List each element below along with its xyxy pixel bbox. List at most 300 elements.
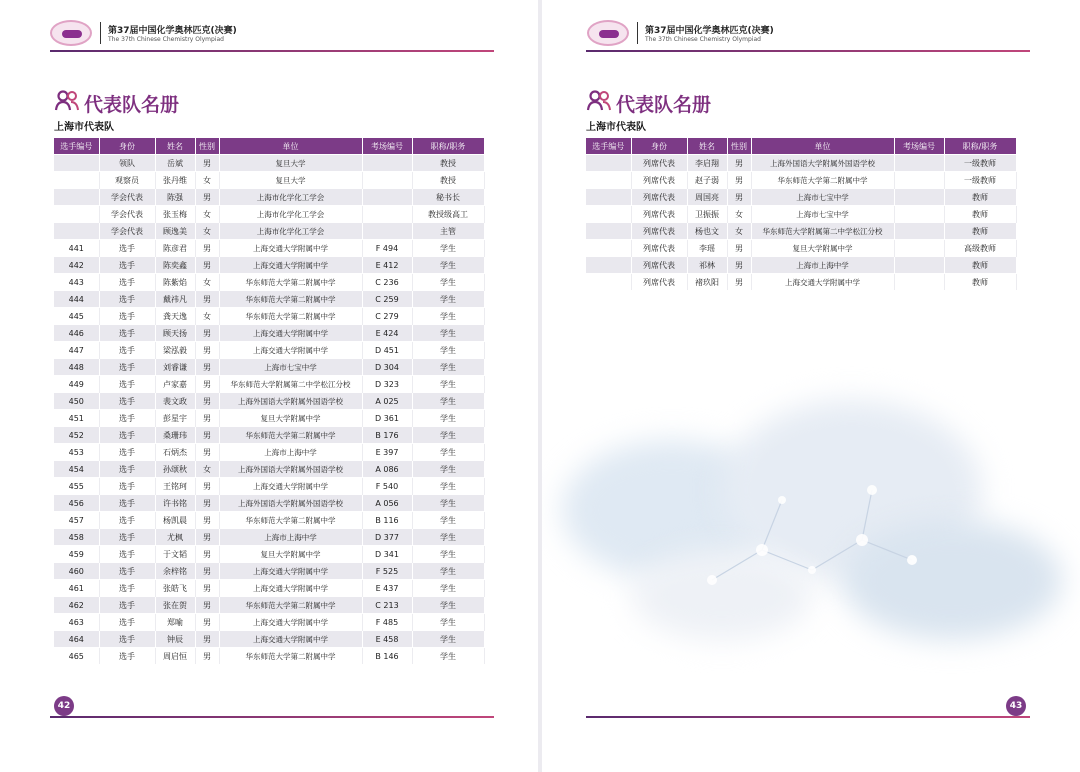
table-cell: 周启恒 [155, 648, 195, 665]
table-cell: C 236 [362, 274, 412, 291]
table-cell: 列席代表 [631, 257, 687, 274]
table-cell: C 279 [362, 308, 412, 325]
table-cell [54, 223, 99, 240]
table-cell: 教师 [944, 257, 1016, 274]
table-cell: 学生 [412, 614, 484, 631]
table-cell: 上海市上海中学 [219, 444, 362, 461]
table-cell: 陈强 [155, 189, 195, 206]
table-cell: 男 [195, 614, 219, 631]
table-cell: 列席代表 [631, 206, 687, 223]
table-cell: B 146 [362, 648, 412, 665]
table-cell: 列席代表 [631, 223, 687, 240]
table-cell: F 494 [362, 240, 412, 257]
table-cell: 学生 [412, 648, 484, 665]
table-cell: 女 [195, 223, 219, 240]
table-cell: 卫振振 [687, 206, 727, 223]
table-cell: 442 [54, 257, 99, 274]
table-cell: 选手 [99, 614, 155, 631]
table-cell: 男 [195, 240, 219, 257]
table-cell: 余梓铭 [155, 563, 195, 580]
table-cell: 男 [195, 189, 219, 206]
table-cell: 桑珊玮 [155, 427, 195, 444]
column-header: 考场编号 [362, 138, 412, 155]
table-row [54, 172, 484, 189]
table-cell: 选手 [99, 563, 155, 580]
header-divider [50, 50, 494, 52]
table-cell: 华东师范大学第二附属中学 [219, 291, 362, 308]
column-header: 性别 [727, 138, 751, 155]
column-header: 身份 [631, 138, 687, 155]
table-cell: 男 [195, 546, 219, 563]
table-row [586, 257, 1016, 274]
table-cell [894, 172, 944, 189]
table-cell: 选手 [99, 631, 155, 648]
table-row [54, 427, 484, 444]
table-cell: 441 [54, 240, 99, 257]
table-cell: 上海交通大学附属中学 [219, 325, 362, 342]
table-cell: 男 [195, 444, 219, 461]
table-cell [586, 189, 631, 206]
table-cell: A 086 [362, 461, 412, 478]
table-cell: 学生 [412, 274, 484, 291]
table-cell: 赵子弱 [687, 172, 727, 189]
table-cell: 张丹维 [155, 172, 195, 189]
table-cell: 钟辰 [155, 631, 195, 648]
table-cell: 453 [54, 444, 99, 461]
table-cell: 上海市上海中学 [751, 257, 894, 274]
column-header: 姓名 [155, 138, 195, 155]
column-header: 单位 [219, 138, 362, 155]
table-cell: 446 [54, 325, 99, 342]
table-cell [586, 172, 631, 189]
table-cell: 男 [195, 648, 219, 665]
table-cell: 选手 [99, 291, 155, 308]
table-cell: 选手 [99, 274, 155, 291]
table-cell [586, 257, 631, 274]
table-cell: 褚玖阳 [687, 274, 727, 291]
table-cell: D 361 [362, 410, 412, 427]
table-cell: 裴文政 [155, 393, 195, 410]
table-cell [894, 155, 944, 172]
table-cell: 上海市化学化工学会 [219, 189, 362, 206]
table-cell: 顾天扬 [155, 325, 195, 342]
table-cell: 458 [54, 529, 99, 546]
column-header: 职称/职务 [944, 138, 1016, 155]
table-cell: 王铭珂 [155, 478, 195, 495]
table-cell: 复旦大学附属中学 [751, 240, 894, 257]
section-title: 代表队名册 [84, 94, 180, 116]
table-cell: 上海交通大学附属中学 [219, 580, 362, 597]
table-cell: E 397 [362, 444, 412, 461]
table-cell: 卢家嘉 [155, 376, 195, 393]
table-cell: 女 [727, 206, 751, 223]
table-cell: 学生 [412, 461, 484, 478]
table-cell: 学生 [412, 342, 484, 359]
table-cell: 石炳杰 [155, 444, 195, 461]
table-cell: 444 [54, 291, 99, 308]
table-cell: 上海外国语大学附属外国语学校 [219, 461, 362, 478]
table-cell: 梁泓毅 [155, 342, 195, 359]
table-cell [362, 206, 412, 223]
table-cell: 选手 [99, 461, 155, 478]
table-row [54, 325, 484, 342]
table-cell: 男 [727, 172, 751, 189]
table-cell: 顾逸美 [155, 223, 195, 240]
table-cell: 选手 [99, 495, 155, 512]
table-cell: E 424 [362, 325, 412, 342]
table-cell: 461 [54, 580, 99, 597]
table-cell: 选手 [99, 478, 155, 495]
table-cell: 443 [54, 274, 99, 291]
people-icon [54, 90, 80, 112]
table-cell: 华东师范大学附属第二中学松江分校 [219, 376, 362, 393]
table-cell: 华东师范大学第二附属中学 [219, 427, 362, 444]
table-cell: 上海交通大学附属中学 [219, 631, 362, 648]
table-cell: 学生 [412, 308, 484, 325]
table-row [54, 223, 484, 240]
table-cell: 张皓飞 [155, 580, 195, 597]
table-cell: 男 [727, 155, 751, 172]
roster-table [54, 138, 485, 664]
table-cell: B 176 [362, 427, 412, 444]
table-cell: 男 [727, 257, 751, 274]
table-row [586, 223, 1016, 240]
table-cell: 学会代表 [99, 223, 155, 240]
table-cell: 学生 [412, 393, 484, 410]
table-cell: 一级教师 [944, 155, 1016, 172]
table-cell: 教师 [944, 274, 1016, 291]
table-cell [54, 155, 99, 172]
table-row [54, 376, 484, 393]
table-cell: 男 [195, 155, 219, 172]
team-name: 上海市代表队 [54, 122, 114, 133]
table-cell: 上海交通大学附属中学 [219, 614, 362, 631]
table-cell: 教授 [412, 155, 484, 172]
table-row [586, 172, 1016, 189]
table-cell: 男 [727, 240, 751, 257]
table-row [54, 614, 484, 631]
table-cell: 男 [195, 597, 219, 614]
table-cell: 彭星宇 [155, 410, 195, 427]
table-cell: 选手 [99, 308, 155, 325]
table-cell: 刘睿谦 [155, 359, 195, 376]
column-header: 考场编号 [894, 138, 944, 155]
table-cell: 465 [54, 648, 99, 665]
table-cell: 上海市化学化工学会 [219, 206, 362, 223]
table-cell [586, 206, 631, 223]
table-row [54, 308, 484, 325]
table-cell: 上海外国语大学附属外国语学校 [219, 495, 362, 512]
table-cell: 454 [54, 461, 99, 478]
table-cell: 男 [195, 563, 219, 580]
table-cell: 复旦大学附属中学 [219, 546, 362, 563]
table-cell: 秘书长 [412, 189, 484, 206]
table-cell [54, 189, 99, 206]
table-cell: 上海交通大学附属中学 [219, 257, 362, 274]
table-cell: 男 [195, 257, 219, 274]
table-cell: 学生 [412, 427, 484, 444]
table-cell: F 540 [362, 478, 412, 495]
table-row [54, 206, 484, 223]
table-row [586, 206, 1016, 223]
table-cell [894, 223, 944, 240]
table-cell [894, 189, 944, 206]
table-cell: 463 [54, 614, 99, 631]
table-cell: 上海交通大学附属中学 [751, 274, 894, 291]
table-cell [894, 206, 944, 223]
table-cell: F 485 [362, 614, 412, 631]
table-cell: 459 [54, 546, 99, 563]
table-row [54, 189, 484, 206]
table-cell: 男 [195, 359, 219, 376]
table-cell: 教授 [412, 172, 484, 189]
table-cell: A 056 [362, 495, 412, 512]
table-cell: 445 [54, 308, 99, 325]
table-cell: 上海市七宝中学 [219, 359, 362, 376]
table-cell: 学生 [412, 291, 484, 308]
table-row [586, 189, 1016, 206]
table-row [54, 155, 484, 172]
table-cell: 男 [195, 512, 219, 529]
table-row [586, 274, 1016, 291]
page-header [587, 18, 1027, 52]
table-cell: 460 [54, 563, 99, 580]
table-cell: 选手 [99, 427, 155, 444]
table-cell: 一级教师 [944, 172, 1016, 189]
table-cell [362, 155, 412, 172]
table-cell [362, 172, 412, 189]
column-header: 职称/职务 [412, 138, 484, 155]
table-row [54, 410, 484, 427]
table-cell: 上海交通大学附属中学 [219, 478, 362, 495]
table-cell: 周国亮 [687, 189, 727, 206]
table-row [54, 444, 484, 461]
table-row [54, 563, 484, 580]
table-cell: 女 [195, 461, 219, 478]
table-cell: 张玉梅 [155, 206, 195, 223]
table-cell: 尤枫 [155, 529, 195, 546]
table-row [54, 495, 484, 512]
footer-divider [50, 716, 494, 718]
column-header: 选手编号 [586, 138, 631, 155]
header-title: 第37届中国化学奥林匹克(决赛) [108, 26, 237, 36]
table-cell: 学会代表 [99, 189, 155, 206]
table-cell: 448 [54, 359, 99, 376]
table-cell: 主管 [412, 223, 484, 240]
roster-table [586, 138, 1017, 290]
page-number: 42 [54, 696, 74, 716]
table-cell: 455 [54, 478, 99, 495]
table-cell: 学生 [412, 495, 484, 512]
table-cell: 上海市化学化工学会 [219, 223, 362, 240]
table-cell: 学生 [412, 325, 484, 342]
table-cell: 岳斌 [155, 155, 195, 172]
table-cell: 男 [195, 376, 219, 393]
table-cell: 许书铭 [155, 495, 195, 512]
table-cell: 男 [727, 189, 751, 206]
table-cell: 列席代表 [631, 240, 687, 257]
table-cell: 学生 [412, 257, 484, 274]
table-cell: 学会代表 [99, 206, 155, 223]
table-cell: 选手 [99, 342, 155, 359]
table-cell: C 259 [362, 291, 412, 308]
table-cell: F 525 [362, 563, 412, 580]
table-cell [894, 257, 944, 274]
table-row [54, 291, 484, 308]
table-cell: 上海交通大学附属中学 [219, 342, 362, 359]
column-header: 选手编号 [54, 138, 99, 155]
table-cell: 复旦大学 [219, 172, 362, 189]
table-cell: D 451 [362, 342, 412, 359]
table-cell: 学生 [412, 631, 484, 648]
table-cell: 上海市七宝中学 [751, 206, 894, 223]
column-header: 身份 [99, 138, 155, 155]
table-cell: E 437 [362, 580, 412, 597]
table-cell: 戴祎凡 [155, 291, 195, 308]
table-cell: 上海交通大学附属中学 [219, 240, 362, 257]
table-cell: 上海外国语大学附属外国语学校 [751, 155, 894, 172]
table-cell: 男 [195, 580, 219, 597]
table-cell: 选手 [99, 512, 155, 529]
table-cell: 选手 [99, 597, 155, 614]
table-row [54, 461, 484, 478]
table-cell: 学生 [412, 529, 484, 546]
table-cell: 学生 [412, 376, 484, 393]
table-row [586, 155, 1016, 172]
table-cell: 于文韬 [155, 546, 195, 563]
table-cell: 男 [195, 427, 219, 444]
table-cell: 选手 [99, 240, 155, 257]
table-cell: 华东师范大学第二附属中学 [219, 308, 362, 325]
table-cell: 女 [727, 223, 751, 240]
table-cell: 选手 [99, 580, 155, 597]
table-cell: 男 [195, 410, 219, 427]
table-cell: 李启翔 [687, 155, 727, 172]
table-header-row [54, 138, 484, 155]
table-cell: 郑喻 [155, 614, 195, 631]
page-left [0, 0, 538, 772]
table-cell: 列席代表 [631, 274, 687, 291]
table-cell: 孙颂秋 [155, 461, 195, 478]
olympiad-logo-icon [587, 20, 629, 46]
table-cell: 男 [195, 393, 219, 410]
table-row [54, 648, 484, 665]
table-cell: 华东师范大学第二附属中学 [219, 597, 362, 614]
table-cell [586, 223, 631, 240]
table-cell: 男 [195, 495, 219, 512]
table-cell: 选手 [99, 325, 155, 342]
table-cell: 上海外国语大学附属外国语学校 [219, 393, 362, 410]
table-cell: 华东师范大学第二附属中学 [219, 512, 362, 529]
table-cell: 华东师范大学第二附属中学 [751, 172, 894, 189]
table-cell: 教授级高工 [412, 206, 484, 223]
table-cell [894, 240, 944, 257]
page-header [50, 18, 490, 52]
table-cell: 457 [54, 512, 99, 529]
table-row [54, 478, 484, 495]
table-cell: 462 [54, 597, 99, 614]
table-cell: 上海交通大学附属中学 [219, 563, 362, 580]
page-right [542, 0, 1080, 772]
table-cell: 女 [195, 172, 219, 189]
table-cell: 女 [195, 206, 219, 223]
table-cell: 李瑶 [687, 240, 727, 257]
table-cell: 选手 [99, 444, 155, 461]
table-cell: 华东师范大学附属第二中学松江分校 [751, 223, 894, 240]
table-row [54, 342, 484, 359]
table-cell: 女 [195, 308, 219, 325]
table-row [54, 580, 484, 597]
table-cell: 452 [54, 427, 99, 444]
table-cell [894, 274, 944, 291]
table-row [54, 257, 484, 274]
table-cell: 华东师范大学第二附属中学 [219, 648, 362, 665]
table-cell: 选手 [99, 648, 155, 665]
table-cell: 学生 [412, 444, 484, 461]
table-header-row [586, 138, 1016, 155]
table-cell [586, 274, 631, 291]
table-cell: 华东师范大学第二附属中学 [219, 274, 362, 291]
table-cell [362, 189, 412, 206]
table-cell: 学生 [412, 478, 484, 495]
table-cell: 449 [54, 376, 99, 393]
roster-body [54, 155, 484, 665]
table-cell: 选手 [99, 546, 155, 563]
team-name: 上海市代表队 [586, 122, 646, 133]
table-cell: 选手 [99, 393, 155, 410]
table-row [54, 546, 484, 563]
table-cell: 教师 [944, 189, 1016, 206]
table-cell: 女 [195, 274, 219, 291]
table-row [54, 393, 484, 410]
table-cell: 男 [195, 478, 219, 495]
table-cell: 男 [727, 274, 751, 291]
table-cell: 教师 [944, 223, 1016, 240]
table-cell: 陈紫焰 [155, 274, 195, 291]
table-cell: 教师 [944, 206, 1016, 223]
table-cell: 列席代表 [631, 172, 687, 189]
table-cell: 祁林 [687, 257, 727, 274]
table-cell: 选手 [99, 359, 155, 376]
header-subtitle: The 37th Chinese Chemistry Olympiad [108, 36, 224, 43]
table-cell: 447 [54, 342, 99, 359]
table-cell: 杨凯晨 [155, 512, 195, 529]
roster-body [586, 155, 1016, 291]
table-cell: 学生 [412, 512, 484, 529]
table-cell: 学生 [412, 359, 484, 376]
table-cell [586, 155, 631, 172]
table-row [54, 529, 484, 546]
table-cell: E 458 [362, 631, 412, 648]
table-cell: E 412 [362, 257, 412, 274]
table-cell: 高级教师 [944, 240, 1016, 257]
table-cell: D 341 [362, 546, 412, 563]
table-cell [54, 172, 99, 189]
column-header: 姓名 [687, 138, 727, 155]
column-header: 性别 [195, 138, 219, 155]
table-cell: 学生 [412, 546, 484, 563]
table-cell: 张在贺 [155, 597, 195, 614]
table-cell: 学生 [412, 410, 484, 427]
table-cell: D 304 [362, 359, 412, 376]
table-cell: 杨也文 [687, 223, 727, 240]
table-cell: 男 [195, 325, 219, 342]
table-cell [362, 223, 412, 240]
table-cell: D 377 [362, 529, 412, 546]
table-cell: 观察员 [99, 172, 155, 189]
table-cell: 列席代表 [631, 155, 687, 172]
decorative-molecule-image [542, 380, 1080, 680]
